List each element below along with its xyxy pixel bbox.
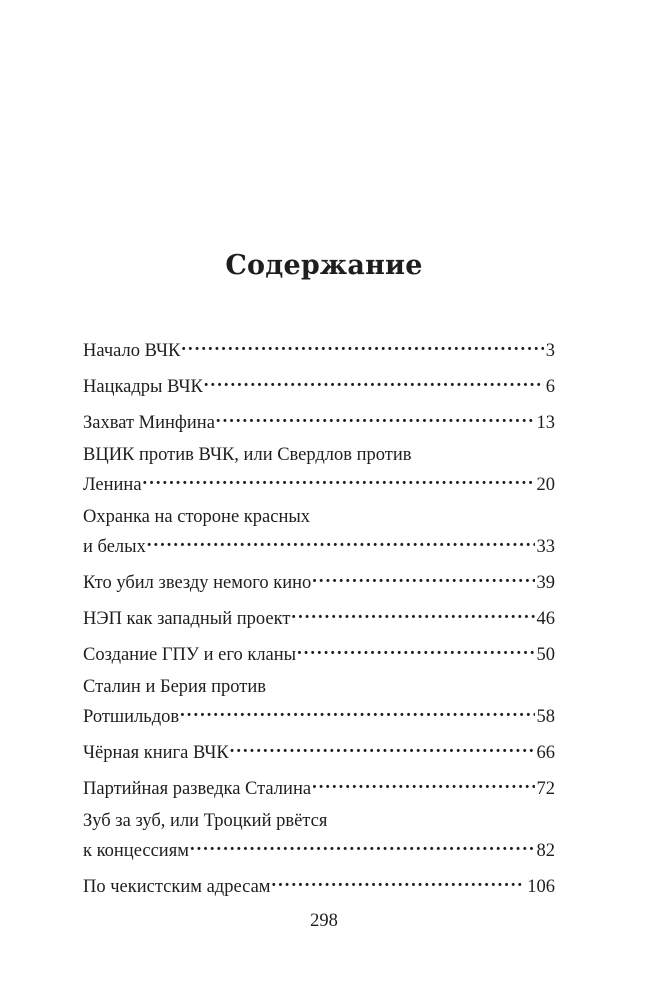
- dot-leader: [216, 406, 535, 428]
- toc-entry-title-line: Сталин и Берия против: [83, 677, 266, 697]
- toc-entry-page: 58: [536, 707, 555, 727]
- toc-entry-page: 33: [536, 537, 555, 557]
- toc-entry-title: По чекистским адресам: [83, 877, 271, 897]
- toc-entry-title-line: и белых: [83, 537, 146, 557]
- toc-entry-title: НЭП как западный проект: [83, 609, 291, 629]
- page-number: 298: [310, 911, 338, 931]
- toc-entry-title: Захват Минфина: [83, 413, 215, 433]
- toc-entry-page: 13: [536, 413, 555, 433]
- toc-entry-title: Нацкадры ВЧК: [83, 377, 203, 397]
- dot-leader: [147, 530, 535, 552]
- toc-entry-page: 46: [536, 609, 555, 629]
- page-title: Содержание: [225, 250, 423, 281]
- toc-entry-title-line: Охранка на стороне красных: [83, 507, 311, 527]
- toc-entry-page: 3: [545, 341, 555, 361]
- toc-entry: [83, 736, 555, 766]
- dot-leader: [291, 602, 534, 624]
- toc-entry-title-line: Ленина: [83, 475, 142, 495]
- toc-entry-page: 50: [536, 645, 555, 665]
- toc-entry-title: Чёрная книга ВЧК: [83, 743, 229, 763]
- toc-entry: [83, 504, 555, 560]
- toc-entry: [83, 602, 555, 632]
- dot-leader: [204, 370, 544, 392]
- toc-entry-title: Партийная разведка Сталина: [83, 779, 312, 799]
- dot-leader: [190, 834, 535, 856]
- toc-entry-title-line: Ротшильдов: [83, 707, 180, 727]
- dot-leader: [143, 468, 535, 490]
- toc-entry: [83, 370, 555, 400]
- toc-entry-page: 106: [527, 877, 555, 897]
- toc-entry-title: Начало ВЧК: [83, 341, 181, 361]
- toc-entry: [83, 406, 555, 436]
- toc-entry: [83, 566, 555, 596]
- dot-leader: [272, 870, 526, 892]
- toc-entry: [83, 638, 555, 668]
- toc-entry-title-line: ВЦИК против ВЧК, или Свердлов против: [83, 445, 412, 465]
- toc-entry-page: 39: [536, 573, 555, 593]
- toc-entry: [83, 772, 555, 802]
- toc-entry-page: 72: [536, 779, 555, 799]
- toc-entry: [83, 674, 555, 730]
- toc-entry: [83, 442, 555, 498]
- toc-entry-page: 66: [536, 743, 555, 763]
- dot-leader: [312, 566, 534, 588]
- table-of-contents: [83, 334, 555, 906]
- toc-entry: [83, 870, 555, 900]
- dot-leader: [297, 638, 534, 660]
- toc-entry: [83, 808, 555, 864]
- dot-leader: [312, 772, 534, 794]
- dot-leader: [180, 700, 534, 722]
- toc-entry-title: Кто убил звезду немого кино: [83, 573, 312, 593]
- toc-entry-page: 82: [536, 841, 555, 861]
- dot-leader: [181, 334, 543, 356]
- toc-entry-title: Создание ГПУ и его кланы: [83, 645, 297, 665]
- toc-entry-title-line: Зуб за зуб, или Троцкий рвётся: [83, 811, 328, 831]
- toc-entry-page: 20: [536, 475, 555, 495]
- dot-leader: [230, 736, 535, 758]
- toc-entry-title-line: к концессиям: [83, 841, 189, 861]
- toc-entry-page: 6: [545, 377, 555, 397]
- toc-entry: [83, 334, 555, 364]
